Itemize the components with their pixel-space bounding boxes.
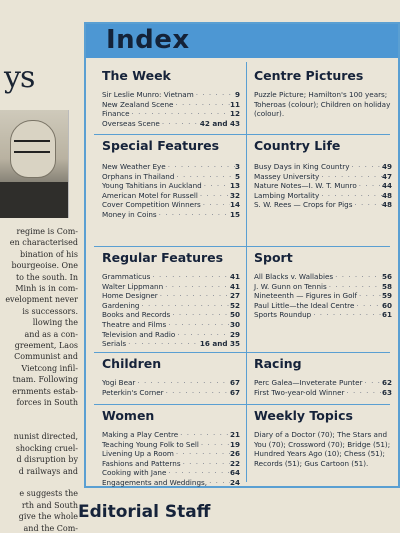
index-entry — [102, 330, 240, 340]
index-entry — [102, 291, 240, 301]
left-article-column — [0, 0, 80, 533]
left-article-line: and the Com- — [23, 523, 78, 533]
index-entry — [254, 272, 392, 282]
dot-leader — [202, 181, 230, 191]
index-entry-page: 29 — [229, 329, 240, 339]
dot-leader — [174, 449, 230, 459]
dot-leader — [173, 100, 230, 110]
index-entry — [102, 282, 240, 292]
index-entry-title: New Zealand Scene — [102, 99, 174, 109]
left-article-line: tnam. Following — [12, 375, 78, 385]
left-article-line: ernments estab- — [12, 386, 78, 396]
index-entry-page: 52 — [229, 300, 240, 310]
column-divider — [246, 62, 247, 482]
index-entry-page: 42 and 43 — [199, 118, 240, 128]
dot-leader — [150, 272, 230, 282]
dot-leader — [174, 172, 235, 182]
index-entry-page: 32 — [229, 190, 240, 200]
dot-leader — [163, 282, 230, 292]
index-entry — [102, 272, 240, 282]
dot-leader — [130, 109, 230, 119]
dot-leader — [166, 320, 230, 330]
index-entry-page: 41 — [229, 281, 240, 291]
index-entry-page: 14 — [229, 200, 240, 210]
index-entry-title: Books and Records — [102, 310, 171, 320]
left-article-title: ys — [4, 60, 35, 95]
dot-leader — [311, 310, 382, 320]
dot-leader — [198, 191, 230, 201]
dot-leader — [170, 310, 230, 320]
index-entry-page: 5 — [234, 171, 240, 181]
left-article-line: bination of his — [19, 249, 78, 259]
index-entry-page: 67 — [229, 387, 240, 397]
index-entry — [102, 90, 240, 100]
section-title-racing: Racing — [254, 356, 302, 371]
index-entry-page: 58 — [381, 281, 392, 291]
dot-leader — [327, 282, 382, 292]
dot-leader — [352, 200, 382, 210]
index-entry — [102, 468, 240, 478]
index-entry — [102, 388, 240, 398]
index-entry — [254, 181, 392, 191]
index-entry-page: 60 — [381, 300, 392, 310]
index-entry-title: Sir Leslie Munro: Vietnam — [102, 90, 194, 99]
index-entry — [102, 162, 240, 172]
index-entry-title: Lambing Mortality — [254, 190, 320, 200]
left-article-line: bourgeoise. One — [11, 261, 78, 271]
left-article-line: evelopment never — [5, 295, 78, 305]
index-entry-title: Perc Galea—Inveterate Punter — [254, 378, 363, 387]
index-entry-page: 47 — [381, 171, 392, 181]
dot-leader — [207, 478, 230, 488]
index-entry — [254, 301, 392, 311]
index-entry — [254, 291, 392, 301]
index-title: Index — [106, 25, 190, 55]
index-entry-page: 16 and 35 — [199, 339, 240, 349]
dot-leader — [333, 272, 382, 282]
left-article-line: forces in South — [16, 398, 78, 408]
dot-leader — [319, 172, 382, 182]
index-entry — [254, 378, 392, 388]
index-entry-page: 62 — [381, 378, 392, 387]
index-entry — [102, 181, 240, 191]
index-entry-page: 64 — [229, 468, 240, 478]
section-text-centre-pictures: Puzzle Picture; Hamilton's 100 years; Toheroas (colour); Children on holiday (colour). — [254, 90, 391, 119]
dot-leader — [175, 330, 230, 340]
index-entry-page: 63 — [381, 387, 392, 397]
index-entry-title: Nineteenth — Figures in Golf — [254, 291, 358, 301]
index-entry-page: 19 — [229, 439, 240, 449]
index-entry-title: Money in Coins — [102, 209, 157, 219]
left-article-line: and as a con- — [24, 329, 78, 339]
index-entry-title: Making a Play Centre — [102, 430, 179, 439]
section-title-children: Children — [102, 356, 162, 371]
index-entry-page: 3 — [234, 162, 240, 171]
left-article-line: e suggests the — [19, 489, 78, 499]
dot-leader — [357, 291, 382, 301]
section-entries-special-features — [102, 162, 240, 220]
left-article-line: en characterised — [9, 238, 78, 248]
row-divider — [94, 404, 390, 405]
dot-leader — [319, 191, 382, 201]
row-divider — [94, 246, 390, 247]
left-article-line: llowing the — [32, 318, 78, 328]
portrait-glasses — [14, 140, 50, 153]
index-entry-page: 22 — [229, 458, 240, 468]
dot-leader — [350, 162, 382, 172]
dot-leader — [158, 291, 230, 301]
row-divider — [94, 352, 390, 353]
index-entry — [102, 430, 240, 440]
index-entry — [102, 191, 240, 201]
index-entry-title: Fashions and Patterns — [102, 458, 181, 468]
index-entry — [102, 459, 240, 469]
index-entry-title: Paul Little—the Ideal Centre — [254, 300, 355, 310]
index-entry-title: Peterkin's Corner — [102, 387, 164, 397]
index-entry-title: Livening Up a Room — [102, 449, 174, 459]
section-entries-children — [102, 378, 240, 397]
index-entry-title: All Blacks v. Wallabies — [254, 272, 334, 281]
left-article-line: is successors. — [22, 306, 78, 316]
dot-leader — [160, 119, 200, 129]
index-entry-title: Yogi Bear — [102, 378, 136, 387]
index-entry-title: Cooking with Jane — [102, 468, 167, 478]
index-entry-page: 24 — [229, 477, 240, 487]
index-entry-title: Orphans in Thailand — [102, 171, 175, 181]
row-divider — [94, 134, 390, 135]
section-entries-regular-features — [102, 272, 240, 349]
index-entry — [254, 388, 392, 398]
section-title-country-life: Country Life — [254, 138, 341, 153]
index-entry — [102, 210, 240, 220]
dot-leader — [157, 210, 230, 220]
index-entry — [102, 100, 240, 110]
index-panel — [84, 22, 400, 488]
index-entry-title: New Weather Eye — [102, 162, 166, 171]
index-entry-title: Busy Days in King Country — [254, 162, 350, 171]
index-entry — [102, 478, 240, 488]
dot-leader — [363, 378, 382, 388]
index-entry-page: 11 — [229, 99, 240, 109]
dot-leader — [344, 388, 382, 398]
left-article-line: rth and South — [21, 500, 78, 510]
index-entry-title: American Motel for Russell — [102, 190, 198, 200]
index-entry — [102, 109, 240, 119]
index-entry-page: 9 — [234, 90, 240, 99]
index-entry-title: Overseas Scene — [102, 118, 160, 128]
index-entry-title: Nature Notes—I. W. T. Munro — [254, 181, 357, 191]
index-entry-page: 67 — [229, 378, 240, 387]
left-article-line: regime is Com- — [16, 227, 78, 236]
section-entries-country-life — [254, 162, 392, 210]
left-article-line: give the whole — [18, 512, 78, 522]
index-entry — [254, 310, 392, 320]
index-entry — [254, 282, 392, 292]
left-article-line: nunist directed, — [13, 432, 78, 442]
index-entry — [102, 440, 240, 450]
index-entry-title: Sports Roundup — [254, 310, 312, 320]
section-title-special-features: Special Features — [102, 138, 220, 153]
dot-leader — [139, 301, 230, 311]
left-article-text — [2, 226, 78, 533]
section-title-women: Women — [102, 408, 155, 423]
dot-leader — [164, 388, 230, 398]
section-entries-women — [102, 430, 240, 488]
left-article-line: Minh is in com- — [15, 284, 78, 294]
left-article-line — [2, 409, 78, 420]
dot-leader — [126, 339, 200, 349]
index-entry-title: Walter Lippmann — [102, 281, 164, 291]
dot-leader — [354, 301, 382, 311]
index-entry-title: Serials — [102, 339, 127, 349]
index-entry — [254, 162, 392, 172]
index-entry-title: Theatre and Films — [102, 319, 167, 329]
editorial-staff-heading: Editorial Staff — [78, 502, 211, 522]
left-article-line: to the south. In — [15, 272, 78, 282]
section-title-weekly-topics: Weekly Topics — [254, 408, 353, 423]
index-entry-page: 21 — [229, 430, 240, 439]
index-entry-title: Grammaticus — [102, 272, 151, 281]
index-entry — [102, 449, 240, 459]
index-entry-page: 12 — [229, 109, 240, 119]
section-entries-sport — [254, 272, 392, 320]
index-entry — [254, 191, 392, 201]
index-entry-page: 27 — [229, 291, 240, 301]
index-entry-page: 49 — [381, 162, 392, 171]
index-entry-title: Gardening — [102, 300, 140, 310]
index-entry-title: S. W. Rees — Crops for Pigs — [254, 200, 353, 210]
section-title-regular-features: Regular Features — [102, 250, 224, 265]
left-article-line: Communist and — [14, 352, 78, 362]
index-entry — [254, 172, 392, 182]
index-entry-title: Finance — [102, 109, 130, 119]
dot-leader — [201, 200, 230, 210]
index-entry — [102, 301, 240, 311]
dot-leader — [178, 430, 230, 440]
index-entry-page: 13 — [229, 181, 240, 191]
index-entry — [102, 339, 240, 349]
index-entry-page: 15 — [229, 209, 240, 219]
index-entry-page: 48 — [381, 200, 392, 210]
dot-leader — [166, 162, 235, 172]
section-text-weekly-topics: Diary of a Doctor (70); The Stars and You (70); Crossword (70); Bridge (51); Hundred Years Ago (10); Chess (51); Records (51); Gus Cartoon (51). — [254, 430, 391, 468]
index-header — [86, 24, 398, 58]
index-entry — [102, 378, 240, 388]
index-entry-page: 61 — [381, 310, 392, 320]
index-entry — [102, 310, 240, 320]
section-title-sport: Sport — [254, 250, 293, 265]
left-article-line: d disruption by — [16, 455, 78, 465]
section-title-centre-pictures: Centre Pictures — [254, 68, 364, 83]
portrait-suit — [0, 182, 68, 218]
portrait-photo — [0, 110, 69, 218]
index-entry-page: 56 — [381, 272, 392, 281]
index-entry-page: 44 — [381, 181, 392, 191]
index-entry-title: First Two-year-old Winner — [254, 387, 345, 397]
dot-leader — [357, 181, 382, 191]
index-entry — [102, 200, 240, 210]
index-entry-page: 50 — [229, 310, 240, 320]
dot-leader — [181, 459, 230, 469]
index-entry-title: Young Tahitians in Auckland — [102, 181, 202, 191]
section-entries-racing — [254, 378, 392, 397]
dot-leader — [166, 468, 230, 478]
index-entry-page: 26 — [229, 449, 240, 459]
index-entry — [102, 119, 240, 129]
index-entry-title: Home Designer — [102, 291, 158, 301]
index-entry-title: Teaching Young Folk to Sell — [102, 439, 199, 449]
dot-leader — [199, 440, 230, 450]
index-entry-title: Television and Radio — [102, 329, 176, 339]
index-entry-title: Cover Competition Winners — [102, 200, 201, 210]
index-entry — [254, 200, 392, 210]
index-entry-page: 59 — [381, 291, 392, 301]
index-entry-title: Massey University — [254, 171, 320, 181]
left-article-line: shocking cruel- — [15, 443, 78, 453]
left-article-line — [2, 477, 78, 488]
index-entry-title: J. W. Gunn on Tennis — [254, 281, 327, 291]
section-title-the-week: The Week — [102, 68, 171, 83]
index-entry-page: 48 — [381, 190, 392, 200]
index-entry-title: Engagements and Weddings, — [102, 477, 208, 487]
section-entries-the-week — [102, 90, 240, 128]
dot-leader — [135, 378, 230, 388]
index-entry-page: 41 — [229, 272, 240, 281]
dot-leader — [194, 90, 235, 100]
index-entry-page: 30 — [229, 319, 240, 329]
left-article-line: d railways and — [18, 466, 78, 476]
index-entry — [102, 172, 240, 182]
left-article-line: greement, Laos — [14, 341, 78, 351]
index-entry — [102, 320, 240, 330]
left-article-line: Vietcong infil- — [21, 363, 78, 373]
left-article-line — [2, 420, 78, 431]
